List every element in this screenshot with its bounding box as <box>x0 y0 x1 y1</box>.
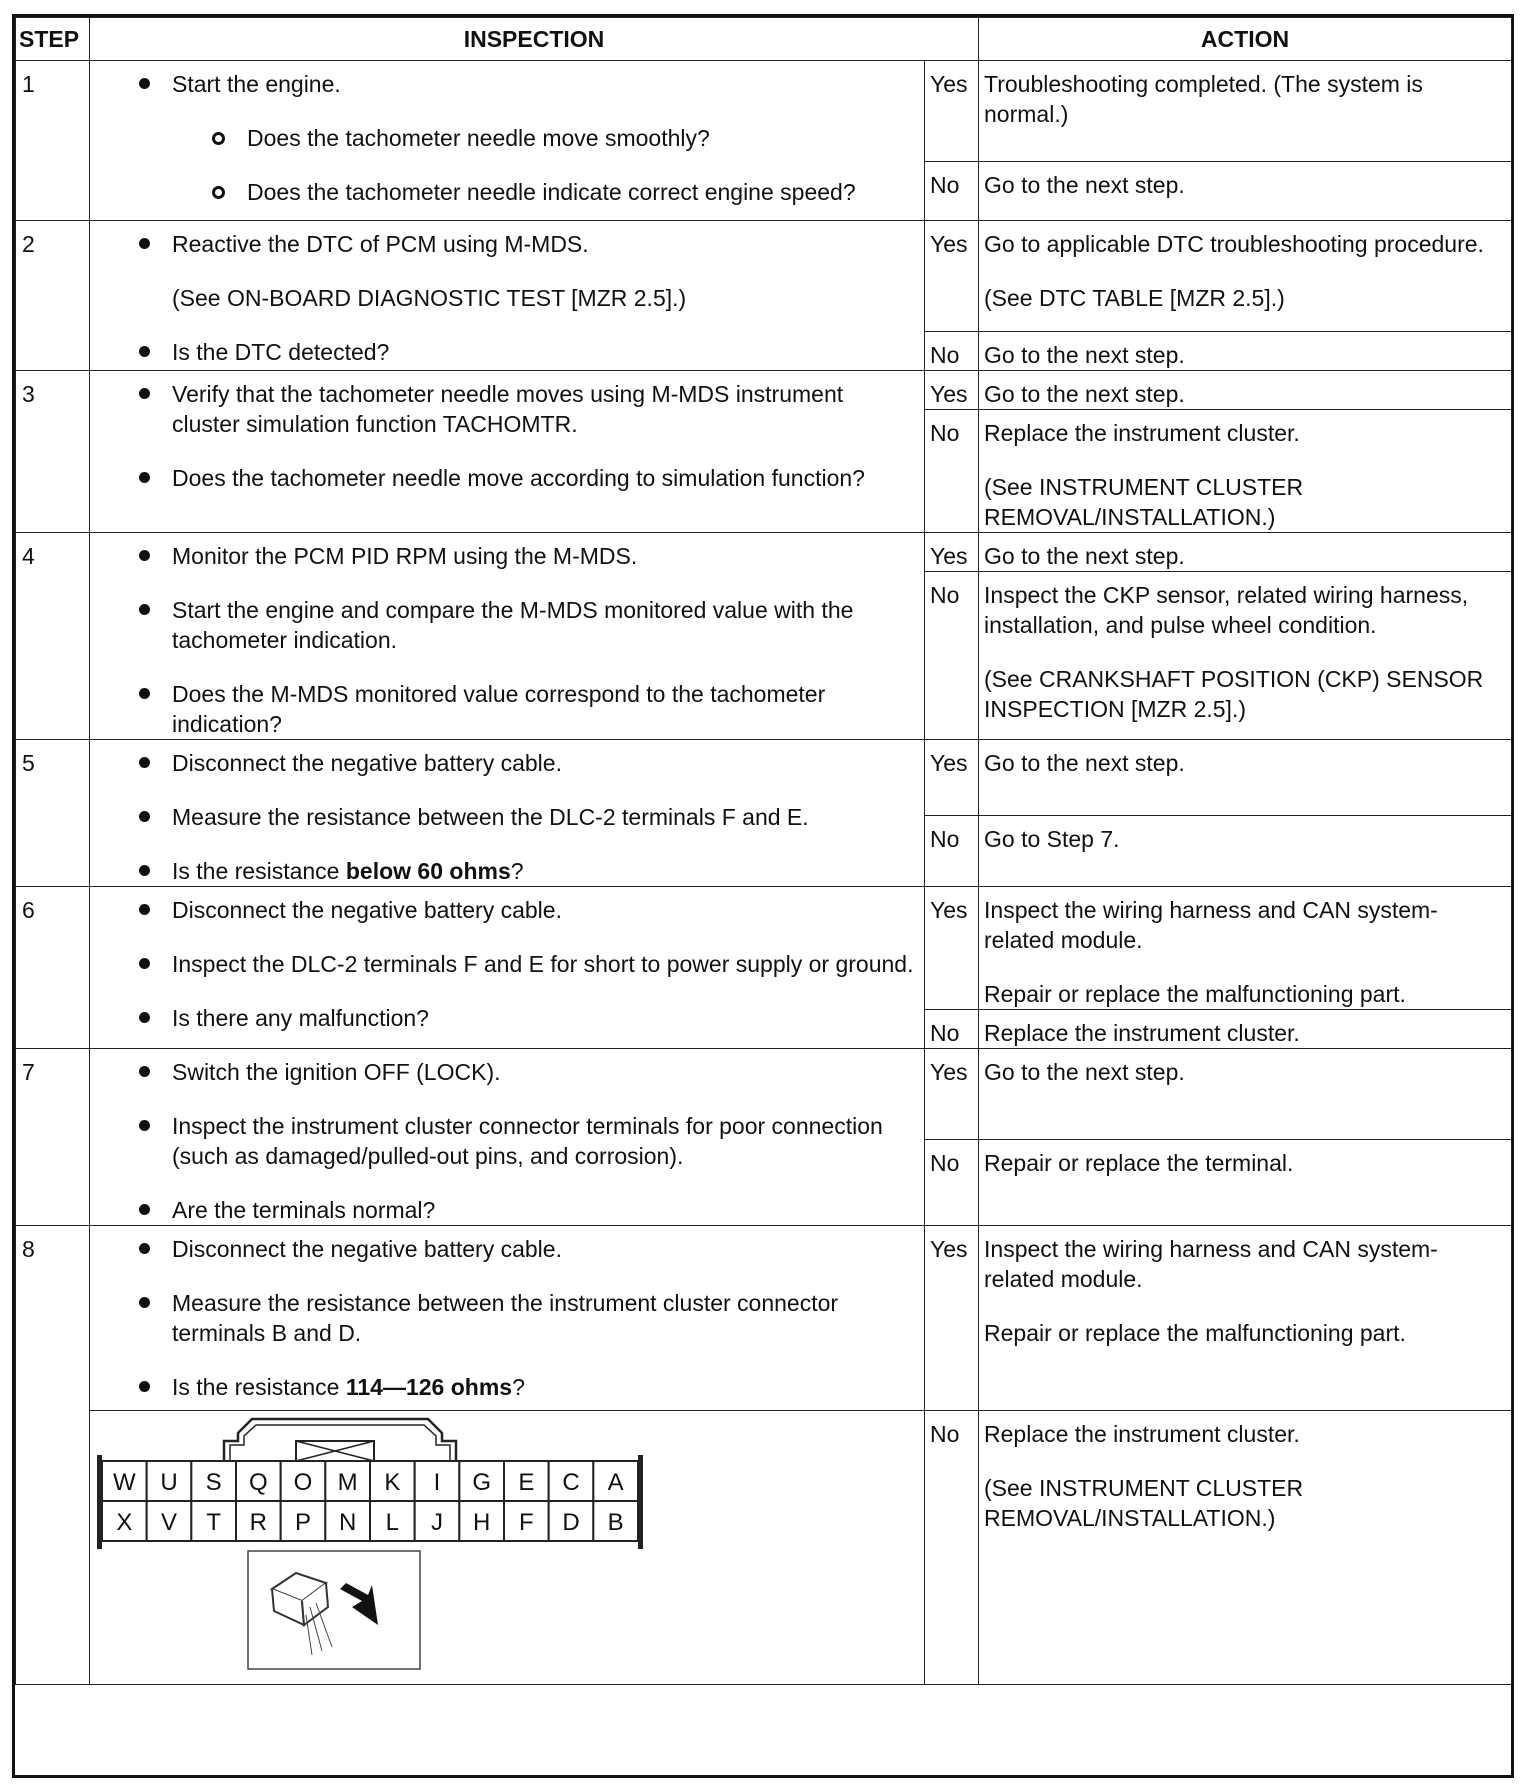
yes-label: Yes <box>925 1226 979 1411</box>
yes-label: Yes <box>925 1049 979 1140</box>
action-text: Inspect the CKP sensor, related wiring harness, installation, and pulse wheel condition. <box>984 582 1469 638</box>
connector-pin-label: F <box>518 1509 534 1536</box>
troubleshooting-table <box>15 17 1512 1685</box>
step-5-yes-row <box>16 740 1512 816</box>
step-1-inspection <box>90 61 925 221</box>
step-2-no-action <box>979 332 1512 371</box>
step-number: 1 <box>16 61 90 221</box>
connector-pin-label: M <box>337 1469 358 1496</box>
step-7-no-action <box>979 1140 1512 1226</box>
connector-pin-label: Q <box>248 1469 268 1496</box>
action-reference: (See DTC TABLE [MZR 2.5].) <box>984 285 1285 311</box>
step-2-yes-action <box>979 221 1512 332</box>
step-7-yes-action <box>979 1049 1512 1140</box>
bullet-item: Measure the resistance between the DLC-2 terminals F and E. <box>90 802 914 832</box>
step-number: 3 <box>16 371 90 533</box>
step-1-yes-row <box>16 61 1512 162</box>
step-8-no-row <box>16 1411 1512 1685</box>
connector-pin-label: R <box>249 1509 268 1536</box>
step-number: 2 <box>16 221 90 371</box>
bullet-item: Disconnect the negative battery cable. <box>90 895 914 925</box>
action-text: Go to the next step. <box>984 750 1185 776</box>
step-6-yes-action <box>979 887 1512 1010</box>
bullet-item: Reactive the DTC of PCM using M-MDS. <box>90 229 914 259</box>
connector-pin-label: L <box>385 1509 400 1536</box>
step-5-yes-action <box>979 740 1512 816</box>
connector-pin-label: D <box>562 1509 580 1536</box>
action-reference: (See CRANKSHAFT POSITION (CKP) SENSOR INSPECTION [MZR 2.5].) <box>984 666 1484 722</box>
header-step: STEP <box>16 18 90 61</box>
bullet-text: Is the resistance <box>172 858 346 884</box>
no-label: No <box>925 1411 979 1685</box>
step-8-inspection <box>90 1226 925 1411</box>
action-text: Troubleshooting completed. (The system is normal.) <box>984 71 1423 127</box>
bullet-item: Start the engine. <box>90 69 914 99</box>
connector-pin-label: X <box>116 1509 133 1536</box>
action-text: Repair or replace the malfunctioning part. <box>984 1320 1406 1346</box>
yes-label: Yes <box>925 221 979 332</box>
step-7-yes-row <box>16 1049 1512 1140</box>
no-label: No <box>925 332 979 371</box>
header-inspection: INSPECTION <box>90 18 979 61</box>
connector-view-icon <box>248 1551 420 1669</box>
bullet-item: Disconnect the negative battery cable. <box>90 1234 914 1264</box>
bullet-item <box>90 1372 914 1402</box>
bullet-item: Measure the resistance between the instrument cluster connector terminals B and D. <box>90 1288 914 1348</box>
bullet-item: Inspect the DLC-2 terminals F and E for short to power supply or ground. <box>90 949 914 979</box>
resistance-spec: 114—126 ohms <box>345 1374 513 1400</box>
sub-bullet-item: Does the tachometer needle indicate correct engine speed? <box>90 177 914 207</box>
bullet-item: Are the terminals normal? <box>90 1195 914 1225</box>
bullet-item: Monitor the PCM PID RPM using the M-MDS. <box>90 541 914 571</box>
step-3-yes-action <box>979 371 1512 410</box>
action-text: Replace the instrument cluster. <box>984 420 1300 446</box>
yes-label: Yes <box>925 740 979 816</box>
header-row <box>16 18 1512 61</box>
header-action: ACTION <box>979 18 1512 61</box>
action-text: Replace the instrument cluster. <box>984 1421 1300 1447</box>
connector-pin-label: K <box>384 1469 401 1496</box>
connector-pin-label: B <box>607 1509 624 1536</box>
action-text: Go to Step 7. <box>984 826 1120 852</box>
connector-diagram <box>90 1411 925 1677</box>
bullet-item <box>90 856 914 886</box>
bullet-item: Disconnect the negative battery cable. <box>90 748 914 778</box>
step-6-yes-row <box>16 887 1512 1010</box>
step-8-yes-action <box>979 1226 1512 1411</box>
connector-diagram-cell <box>90 1411 925 1685</box>
action-text: Go to the next step. <box>984 1059 1185 1085</box>
bullet-text: ? <box>510 858 524 884</box>
step-2-inspection <box>90 221 925 371</box>
no-label: No <box>925 410 979 533</box>
sub-bullet-item: Does the tachometer needle move smoothly? <box>90 123 914 153</box>
bullet-text: Is the resistance <box>172 1374 346 1400</box>
connector-pin-label: V <box>160 1509 178 1536</box>
step-5-no-action <box>979 816 1512 887</box>
action-text: Repair or replace the terminal. <box>984 1150 1294 1176</box>
bullet-item: Verify that the tachometer needle moves using M-MDS instrument cluster simulation function TACHOMTR. <box>90 379 914 439</box>
action-text: Go to the next step. <box>984 543 1185 569</box>
resistance-spec: below 60 ohms <box>345 858 511 884</box>
step-number: 4 <box>16 533 90 740</box>
step-3-no-action <box>979 410 1512 533</box>
bullet-item: Start the engine and compare the M-MDS monitored value with the tachometer indication. <box>90 595 914 655</box>
bullet-item: Is there any malfunction? <box>90 1003 914 1033</box>
connector-pin-label: U <box>160 1469 178 1496</box>
bullet-item: Does the M-MDS monitored value correspond to the tachometer indication? <box>90 679 914 739</box>
action-text: Replace the instrument cluster. <box>984 1020 1300 1046</box>
step-5-inspection <box>90 740 925 887</box>
no-label: No <box>925 162 979 221</box>
connector-pin-label: G <box>472 1469 492 1496</box>
connector-pin-label: W <box>113 1469 136 1496</box>
connector-pin-label: N <box>338 1509 357 1536</box>
no-label: No <box>925 1140 979 1226</box>
troubleshooting-table-frame <box>12 14 1514 1778</box>
action-text: Go to the next step. <box>984 172 1185 198</box>
action-text: Go to applicable DTC troubleshooting procedure. <box>984 231 1484 257</box>
step-4-no-action <box>979 572 1512 740</box>
step-8-no-action <box>979 1411 1512 1685</box>
no-label: No <box>925 572 979 740</box>
connector-pin-label: T <box>206 1509 222 1536</box>
connector-pin-label: C <box>562 1469 580 1496</box>
connector-pin-label: S <box>205 1469 222 1496</box>
step-8-yes-row <box>16 1226 1512 1411</box>
connector-pin-label: P <box>294 1509 312 1536</box>
yes-label: Yes <box>925 533 979 572</box>
action-reference: (See INSTRUMENT CLUSTER REMOVAL/INSTALLATION.) <box>984 474 1304 530</box>
step-2-yes-row <box>16 221 1512 332</box>
yes-label: Yes <box>925 371 979 410</box>
action-text: Inspect the wiring harness and CAN system-related module. <box>984 897 1438 953</box>
yes-label: Yes <box>925 887 979 1010</box>
connector-pins <box>102 1461 638 1541</box>
bullet-item: Switch the ignition OFF (LOCK). <box>90 1057 914 1087</box>
action-text: Inspect the wiring harness and CAN system-related module. <box>984 1236 1438 1292</box>
step-number: 6 <box>16 887 90 1049</box>
connector-pin-label: H <box>472 1509 491 1536</box>
step-1-yes-action <box>979 61 1512 162</box>
no-label: No <box>925 1010 979 1049</box>
action-reference: (See INSTRUMENT CLUSTER REMOVAL/INSTALLATION.) <box>984 1475 1304 1531</box>
step-1-no-action <box>979 162 1512 221</box>
step-number: 8 <box>16 1226 90 1685</box>
step-6-inspection <box>90 887 925 1049</box>
step-3-yes-row <box>16 371 1512 410</box>
step-4-inspection <box>90 533 925 740</box>
connector-pin-label: O <box>293 1469 313 1496</box>
connector-pin-label: A <box>607 1469 624 1496</box>
note-text: (See ON-BOARD DIAGNOSTIC TEST [MZR 2.5].) <box>172 285 687 311</box>
action-text: Go to the next step. <box>984 342 1185 368</box>
bullet-text: ? <box>512 1374 525 1400</box>
yes-label: Yes <box>925 61 979 162</box>
bullet-item: Does the tachometer needle move according to simulation function? <box>90 463 914 493</box>
connector-pin-label: E <box>518 1469 535 1496</box>
step-4-yes-row <box>16 533 1512 572</box>
step-3-inspection <box>90 371 925 533</box>
no-label: No <box>925 816 979 887</box>
bullet-item: Inspect the instrument cluster connector terminals for poor connection (such as damaged/pulled-out pins, and corrosion). <box>90 1111 914 1171</box>
step-7-inspection <box>90 1049 925 1226</box>
step-4-yes-action <box>979 533 1512 572</box>
step-number: 5 <box>16 740 90 887</box>
bullet-item: Is the DTC detected? <box>90 337 914 367</box>
action-text: Go to the next step. <box>984 381 1185 407</box>
action-text: Repair or replace the malfunctioning part. <box>984 981 1406 1007</box>
connector-pin-label: J <box>431 1509 443 1536</box>
step-number: 7 <box>16 1049 90 1226</box>
step-6-no-action <box>979 1010 1512 1049</box>
connector-pin-label: I <box>433 1469 441 1496</box>
